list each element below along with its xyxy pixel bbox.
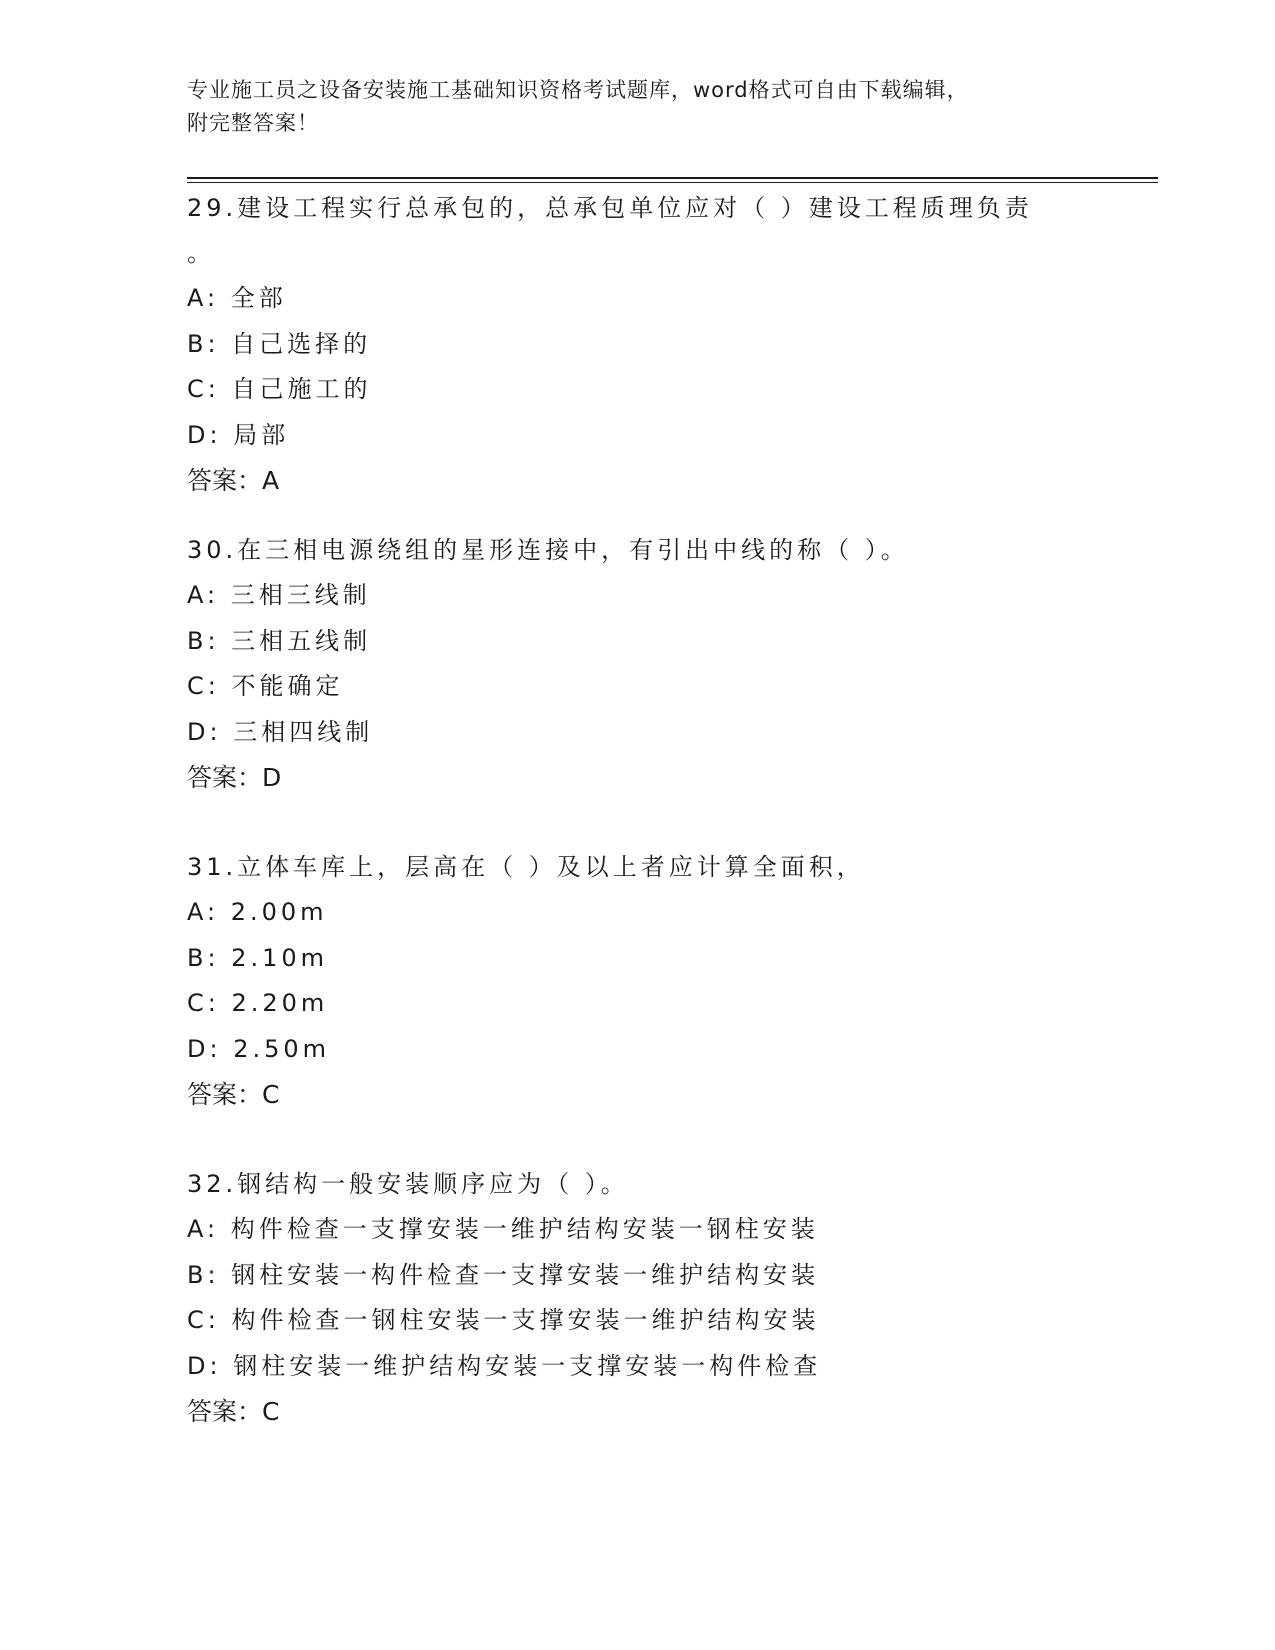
option-a: A: 构件检查一支撑安装一维护结构安装一钢柱安装 bbox=[187, 1215, 819, 1243]
question-31 bbox=[187, 845, 1147, 1118]
question-30 bbox=[187, 528, 1147, 801]
option-d: D: 钢柱安装一维护结构安装一支撑安装一构件检查 bbox=[187, 1351, 822, 1380]
option-c: C: 不能确定 bbox=[187, 672, 344, 700]
option-b: B: 自己选择的 bbox=[187, 329, 372, 358]
option-b: B: 三相五线制 bbox=[187, 626, 372, 655]
document-header bbox=[187, 74, 1087, 140]
answer: 答案：D bbox=[187, 763, 282, 792]
question-stem: 32.钢结构一般安装顺序应为（ ）。 bbox=[187, 1170, 629, 1198]
header-divider-bottom bbox=[187, 182, 1158, 183]
option-b: B: 钢柱安装一构件检查一支撑安装一维护结构安装 bbox=[187, 1260, 820, 1289]
question-stem: 30.在三相电源绕组的星形连接中，有引出中线的称（ ）。 bbox=[187, 536, 909, 564]
option-d: D: 局部 bbox=[187, 420, 290, 449]
option-c: C: 2.20m bbox=[187, 989, 329, 1017]
header-divider-top bbox=[187, 177, 1158, 179]
answer: 答案：C bbox=[187, 1080, 280, 1109]
option-d: D: 三相四线制 bbox=[187, 717, 374, 746]
option-a: A: 三相三线制 bbox=[187, 581, 371, 609]
header-line-2: 附完整答案！ bbox=[187, 111, 319, 135]
option-b: B: 2.10m bbox=[187, 943, 328, 972]
question-stem: 29.建设工程实行总承包的，总承包单位应对（ ）建设工程质理负责 bbox=[187, 194, 1033, 222]
option-c: C: 构件检查一钢柱安装一支撑安装一维护结构安装 bbox=[187, 1306, 820, 1334]
option-d: D: 2.50m bbox=[187, 1034, 331, 1063]
question-stem: 31.立体车库上，层高在（ ）及以上者应计算全面积， bbox=[187, 853, 865, 881]
option-c: C: 自己施工的 bbox=[187, 375, 372, 403]
answer: 答案：C bbox=[187, 1397, 280, 1426]
option-a: A: 2.00m bbox=[187, 898, 328, 926]
question-32 bbox=[187, 1162, 1147, 1435]
answer: 答案：A bbox=[187, 466, 280, 495]
question-29 bbox=[187, 186, 1147, 504]
question-stem-continuation: 。 bbox=[187, 239, 215, 267]
option-a: A: 全部 bbox=[187, 284, 287, 312]
header-line-1: 专业施工员之设备安装施工基础知识资格考试题库，word格式可自由下载编辑， bbox=[187, 78, 969, 102]
